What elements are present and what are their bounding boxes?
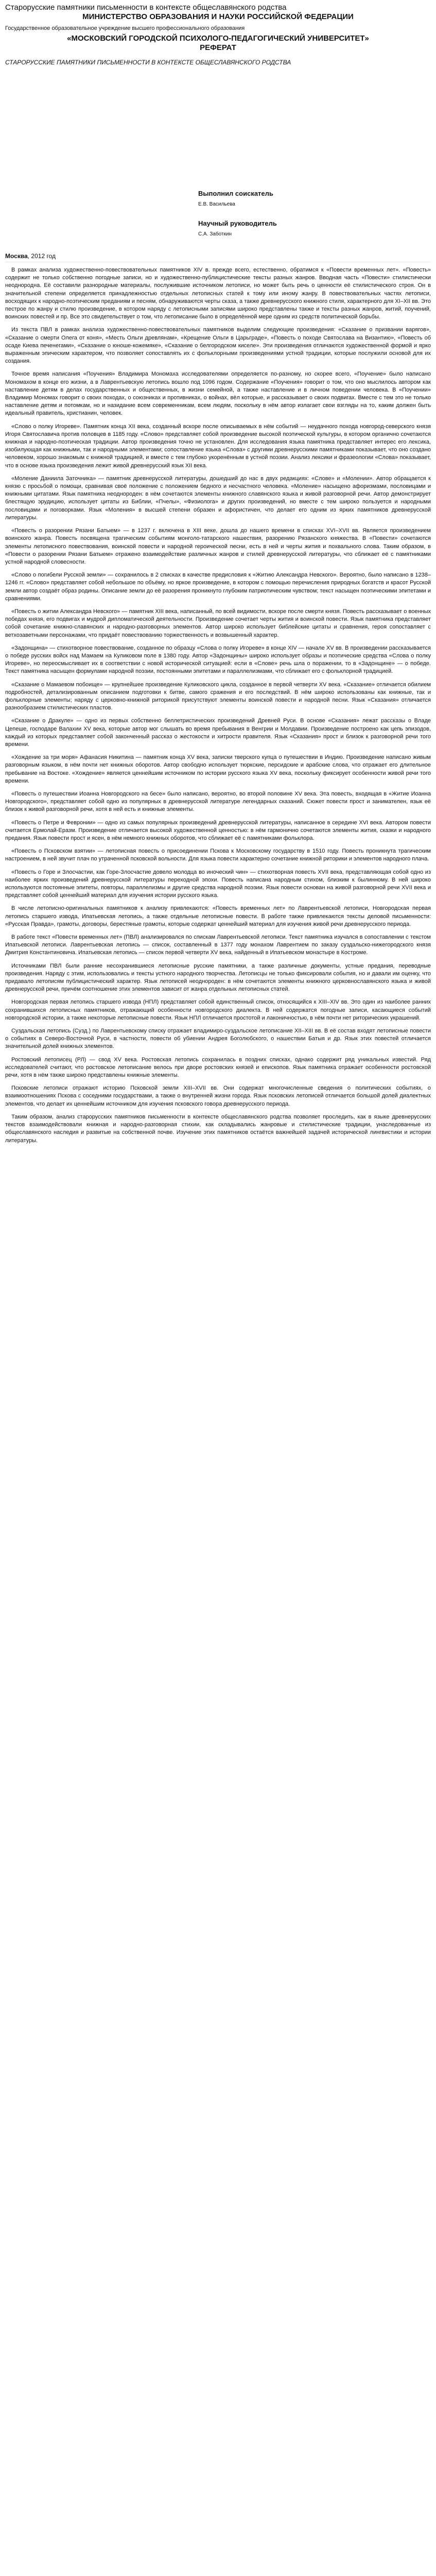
body-text xyxy=(5,266,431,1145)
paragraph: «Хождение за три моря» Афанасия Никитина — памятник конца XV века, записки тверского купца о путешествии в Индию. Произведение написано живым разговорным языком, в нём почти нет книжных оборотов. Автор свободно использует тюркские, персидские и арабские слова, что отражает его длительное пребывание на Востоке. «Хождение» является ценнейшим источником по истории русского языка XV века, поскольку фиксирует особенности живой речи того времени. xyxy=(5,754,431,784)
institution-line: Государственное образовательное учреждение высшего профессионального образования xyxy=(5,25,245,31)
paragraph: В числе летописно-оригинальных памятников к анализу привлекаются: «Повесть временных лет» по Лаврентьевской летописи, Новгородская первая летопись старшего извода, Ипатьевская летопись, а также отдельные летописные повести. В работе также привлекаются тексты деловой письменности: «Русская Правда», грамоты, договоры, берестяные грамоты, которые содержат ценнейший материал для изучения живой речи древнерусского периода. xyxy=(5,905,431,927)
paragraph: «Повесть о разорении Рязани Батыем» — в 1237 г. включена в XIII веке, дошла до нашего времени в списках XVI–XVII вв. Является произведением воинского жанра. Повесть посвящена трагическим событиям монголо-татарского нашествия, разорению Рязанского княжества. В «Повести» сочетаются элементы летописного повествования, воинской повести и народной героической песни, есть в ней и черты жития и похвального слова. Таким образом, в «Повести о разорении Рязани Батыем» отражено взаимодействие различных жанров и стилей древнерусской литературы, что сближает её с памятниками устной народной словесности. xyxy=(5,528,431,565)
author-name: Е.В. Васильева xyxy=(198,201,235,207)
spacer xyxy=(5,66,431,177)
paragraph: «Сказание о Дракуле» — одно из первых собственно беллетристических произведений Древней Руси. В основе «Сказания» лежат рассказы о Владе Цепеше, господаре Валахии XV века, которые автор мог слышать во время пребывания в Венгрии и Молдавии. Произведение построено как цепь эпизодов, каждый из которых представляет собой законченный рассказ о жестокости и хитрости правителя. Язык «Сказания» прост и близок к разговорной речи того времени. xyxy=(5,718,431,748)
paragraph: «Задонщина» — стихотворное повествование, созданное по образцу «Слова о полку Игореве» в конце XIV — начале XV вв. В произведении рассказывается о победе русских войск над Мамаем на Куликовом поле в 1380 году. Автор «Задонщины» широко использует образы и поэтические средства «Слова о полку Игореве», но переосмысливает их в соответствии с новой исторической ситуацией: если в «Слове» речь шла о поражении, то в «Задонщине» — о победе. Текст памятника насыщен формулами народной поэзии, постоянными эпитетами и параллелизмами, что сближает его с фольклорной традицией. xyxy=(5,645,431,675)
paragraph: «Повесть о Псковском взятии» — летописная повесть о присоединении Пскова к Московскому государству в 1510 году. Повесть проникнута трагическим настроением, в ней звучит плач по утраченной псковской вольности. Для языка повести характерно сочетание книжной риторики и элементов народного плача. xyxy=(5,848,431,862)
document-subtitle: СТАРОРУССКИЕ ПАМЯТНИКИ ПИСЬМЕННОСТИ В КОНТЕКСТЕ ОБЩЕСЛАВЯНСКОГО РОДСТВА xyxy=(5,59,291,66)
paragraph: Ростовский летописец (РЛ) — свод XV века. Ростовская летопись сохранилась в поздних списках, однако содержит ряд уникальных известий. Ряд исследователей считают, что ростовское летописание велось при дворе ростовских князей и епископов. Язык памятника отражает особенности ростовской речи, хотя в нём также широко представлены книжные элементы. xyxy=(5,1056,431,1079)
paragraph: Таким образом, анализ старорусских памятников письменности в контексте общеславянского родства позволяет проследить, как в языке древнерусских текстов взаимодействовали книжная и народно-разговорная стихии, как складывались жанровые и стилистические традиции, унаследованные из общеславянского наследия и развитые на собственной почве. Изучение этих памятников остаётся важнейшей задачей исторической лингвистики и истории литературы. xyxy=(5,1113,431,1144)
paragraph: Источниками ПВЛ были ранние несохранившиеся летописные русские памятники, а также различные документы, устные предания, переводные произведения. Наряду с этим, использовались и тексты устного народного творчества. Летописцы не только фиксировали события, но и давали им оценку, что придавало летописям публицистический характер. Язык летописей неоднороден: в нём сочетаются элементы книжного церковнославянского языка и живой древнерусской речи, причём соотношение этих элементов зависит от жанра отдельных летописных статей. xyxy=(5,962,431,993)
document-type: РЕФЕРАТ xyxy=(200,43,236,52)
paragraph: «Повесть о житии Александра Невского» — памятник XIII века, написанный, по всей видимости, вскоре после смерти князя. Повесть рассказывает о военных победах князя, его подвигах и мудрой дипломатической деятельности. Произведение сочетает черты жития и воинской повести. Язык памятника представляет собой сочетание книжно-славянских и народно-разговорных элементов. Автор широко использует библейские цитаты и сравнения, героя сопоставляет с ветхозаветными персонажами, что придаёт повествованию торжественность и возвышенный характер. xyxy=(5,608,431,638)
author-label: Выполнил соискатель xyxy=(198,190,273,197)
header-topline: Старорусские памятники письменности в контексте общеславянского родства xyxy=(5,3,287,12)
ministry-title: МИНИСТЕРСТВО ОБРАЗОВАНИЯ И НАУКИ РОССИЙСКОЙ ФЕДЕРАЦИИ xyxy=(82,12,354,21)
paragraph: Из текста ПВЛ в рамках анализа художественно-повествовательных памятников выделим следующие произведения: «Сказание о призвании варягов», «Сказание о смерти Олега от коня», «Месть Ольги древлянам», «Крещение Ольги в Царьграде», «Повесть о походе Святослава на Византию», «Повесть об осаде Киева печенегами», «Сказание о юноше-кожемяке», «Сказание о белгородском киселе». Эти произведения отличаются художественной формой и ярко выраженным эпическим характером, что позволяет сопоставлять их с фольклорными произведениями устной традиции, которые послужили основой для их создания. xyxy=(5,327,431,365)
city: Москва xyxy=(5,252,28,260)
paragraph: «Слово о погибели Русской земли» — сохранилось в 2 списках в качестве предисловия к «Житию Александра Невского». Вероятно, было написано в 1238–1246 гг. «Слово» представляет собой небольшое по объёму, но яркое произведение, в котором с помощью перечисления природных богатств и красот Русской земли автор создаёт образ родины. Описание земли до её разорения проникнуто глубоким патриотическим чувством; текст насыщен поэтическими эпитетами и сравнениями. xyxy=(5,572,431,602)
author-block xyxy=(198,190,431,237)
paragraph: «Повесть о Горе и Злосчастии, как Горе-Злосчастие довело молодца во иноческий чин» — стихотворная повесть XVII века, представляющая собой одно из наиболее ярких произведений древнерусской литературы переходной эпохи. Повесть написана народным стихом, близким к былинному. В ней широко используются постоянные эпитеты, повторы, параллелизмы и другие средства народной поэзии. Язык повести основан на живой разговорной речи XVII века и представляет собой ценнейший материал для изучения истории русского языка. xyxy=(5,869,431,899)
paragraph: В работе текст «Повести временных лет» (ПВЛ) анализировался по спискам Лаврентьевской летописи. Текст памятника изучался в сопоставлении с текстом Ипатьевской летописи. Лаврентьевская летопись — список, составленный в 1377 году монахом Лаврентием по заказу суздальско-нижегородского князя Дмитрия Константиновича. Ипатьевская летопись — список первой четверти XV века, найденный в Ипатьевском монастыре в Костроме. xyxy=(5,934,431,956)
paragraph: В рамках анализа художественно-повествовательных памятников XIV в. прежде всего, естественно, обратимся к «Повести временных лет». «Повесть» содержит не только собственно погодные записи, но и художественно-публицистические тексты разных жанров. Вводная часть «Повести» стилистически неоднородна. Её составили разнородные материалы, послужившие источником летописи, но может быть речь о ценности её стилистического строя. Он в значительной степени определяется принадлежностью отдельных летописных статей к тому или иному жанру. В повествовательных частях летописи, восходящих к народно-поэтическим преданиям и песням, обнаруживаются черты сказа, а также древнерусского книжного стиля, характерного для XI–XII вв. Это пестрое по жанру и стилю произведение, в котором наряду с летописными записями широко представлены также и тексты разных жанров, житий, поучений, воинских повестей и пр. Все это свидетельствует о том, что летописание было в определённой мере одним из средств политической борьбы. xyxy=(5,267,431,320)
university-name: «МОСКОВСКИЙ ГОРОДСКОЙ ПСИХОЛОГО-ПЕДАГОГИЧЕСКИЙ УНИВЕРСИТЕТ» xyxy=(67,34,369,43)
paragraph: «Повесть о Петре и Февронии» — одно из самых популярных произведений древнерусской литературы, написанное в середине XVI века. Автором повести считается Ермолай-Еразм. Произведение отличается высокой художественной ценностью: в нём гармонично сочетаются элементы жития, сказки и народного предания. Язык повести прост и ясен, в нём немного книжных оборотов, что сближает её с памятниками фольклора. xyxy=(5,819,431,841)
paragraph: Точное время написания «Поучения» Владимира Мономаха исследователями определяется по-разному, но скорее всего, «Поучение» было написано Мономахом в конце его жизни, а в Лаврентьевскую летопись вошло под 1096 годом. Содержание «Поучения» говорит о том, что оно мыслилось автором как наставление детям в делах государственных и общественных, в жизни семейной, а также наставление и в личном поведении человека. В «Поучении» Владимир Мономах говорит о своих походах, о союзниках и противниках, о войнах, вёл которые, и рассказывает о своих подвигах. Вместе с тем это не только наставление детям и потомкам, но и назидание всем современникам, всем людям, поскольку в нём автор излагает свои взгляды на то, каким должен быть идеальный правитель, христианин, человек. xyxy=(5,371,431,417)
paragraph: «Сказание о Мамаевом побоище» — крупнейшее произведение Куликовского цикла, созданное в первой четверти XV века. «Сказание» отличается обилием подробностей, детализированным описанием подготовки к битве, самого сражения и его последствий. В нём широко использованы как книжные, так и фольклорные элементы; наряду с церковно-книжной риторикой присутствуют элементы воинской повести и народной песни. Язык «Сказания» отличается разнообразием стилистических пластов. xyxy=(5,681,431,711)
paragraph: «Моление Даниила Заточника» — памятник древнерусской литературы, дошедший до нас в двух редакциях: «Слове» и «Молении». Автор обращается к князю с просьбой о помощи, сравнивая своё положение с положением бедного и несчастного человека. «Моление» насыщено афоризмами, пословицами и книжными цитатами. Язык памятника неоднороден: в нём сочетаются элементы книжного славянского языка и живой разговорной речи. Автор демонстрирует блестящую эрудицию, использует цитаты из Библии, «Пчелы», «Физиолога» и других произведений, но вместе с тем широко пользуется и народными пословицами и поговорками. Язык «Моления» в высшей степени образен и афористичен, что делает его одним из ярких памятников древнерусской литературы. xyxy=(5,475,431,521)
document-page xyxy=(0,0,436,1145)
paragraph: «Повесть о путешествии Иоанна Новгородского на бесе» было написано, вероятно, во второй половине XV века. Эта повесть, входящая в «Житие Иоанна Новгородского», представляет собой одно из популярных в древнерусской литературе легендарных сказаний. Сюжет повести прост и занимателен, язык её близок к живой разговорной речи, хотя в ней есть и книжные элементы. xyxy=(5,790,431,813)
paragraph: Суздальская летопись (Сузд.) по Лаврентьевскому списку отражает владимиро-суздальское летописание XII–XIII вв. В её состав входят летописные повести о событиях в Северо-Восточной Руси, в частности, повести об убиении Андрея Боголюбского, о нашествии Батыя и др. Язык этих повестей отличается значительной долей книжных элементов. xyxy=(5,1028,431,1050)
supervisor-label: Научный руководитель xyxy=(198,219,277,227)
paragraph: «Слово о полку Игореве». Памятник конца XII века, созданный вскоре после описываемых в нём событий — неудачного похода новгород-северского князя Игоря Святославича против половцев в 1185 году. «Слово» представляет собой произведение высокой поэтической культуры, в котором органично сочетаются книжная и народно-поэтическая традиции. Автор произведения точно не установлен. Для исследования языка памятника представляет интерес его лексика, изобилующая как книжными, так и народными элементами; сопоставление языка «Слова» с другими древнерусскими памятниками показывает, что оно создано человеком, хорошо знакомым с книжной традицией, и вместе с тем глубоко укоренённым в устной поэзии. Анализ лексики и фразеологии «Слова» показывает, что в основе языка произведения лежит живой древнерусский язык XII века. xyxy=(5,423,431,469)
supervisor-name: С.А. Заботкин xyxy=(198,231,232,237)
paragraph: Псковские летописи отражают историю Псковской земли XIII–XVII вв. Они содержат многочисленные сведения о политических событиях, о взаимоотношениях Пскова с соседними государствами, а также о внутренней жизни города. Язык псковских летописей отличается большой долей диалектных элементов, что делает их ценнейшим источником для изучения псковского говора древнерусского периода. xyxy=(5,1085,431,1107)
paragraph: Новгородская первая летопись старшего извода (НПЛ) представляет собой единственный список, относящийся к XIII–XIV вв. Это один из наиболее ранних сохранившихся летописных памятников, отражающий особенности новгородского диалекта. В ней содержатся погодные записи, касающиеся событий новгородской истории, а также некоторые летописные повести. Язык НПЛ отличается простотой и лаконичностью, в нём почти нет риторических украшений. xyxy=(5,999,431,1021)
year: , 2012 год xyxy=(27,252,56,260)
city-year xyxy=(5,252,431,260)
